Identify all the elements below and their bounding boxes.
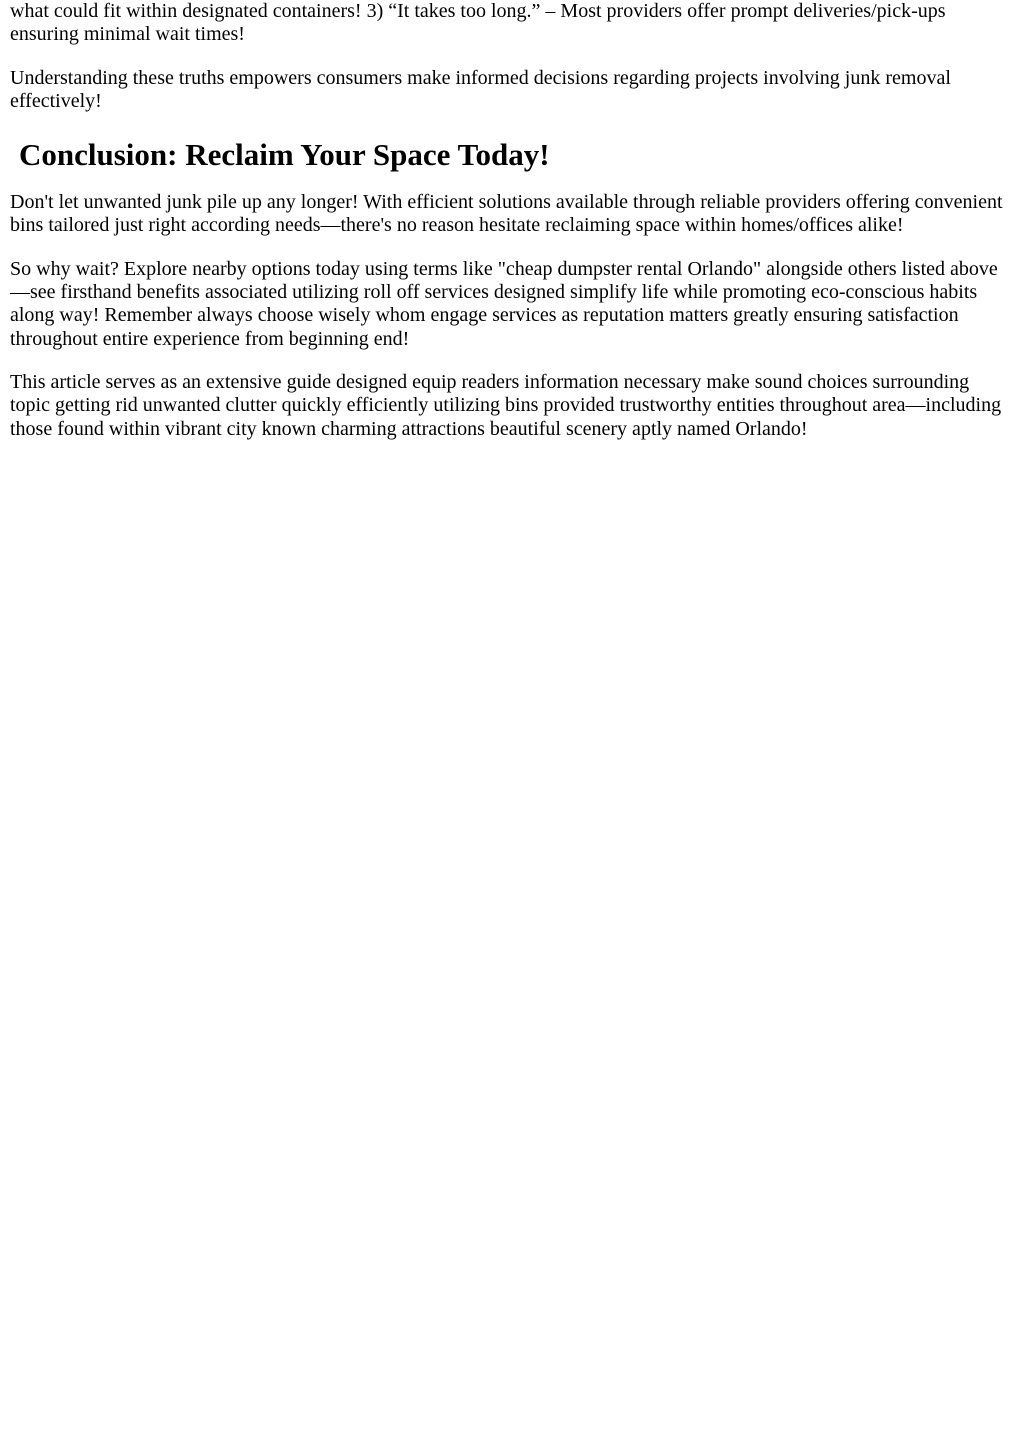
paragraph-dont-let: Don't let unwanted junk pile up any longer! With efficient solutions available through reliable providers offering convenient bins tailored just right according needs—there's no reason hesitate reclaiming space within homes/offices alike! [10, 191, 1003, 237]
paragraph-this-article: This article serves as an extensive guide designed equip readers information necessary make sound choices surrounding topic getting rid unwanted clutter quickly efficiently utilizing bins provided trustworthy entities throughout area—including those found within vibrant city known charming attractions beautiful scenery aptly named Orlando! [10, 370, 1002, 440]
paragraph-myths-continued: what could fit within designated containers! 3) “It takes too long.” – Most providers offer prompt deliveries/pick-ups ensuring minimal wait times! [10, 0, 946, 46]
paragraph-understanding: Understanding these truths empowers consumers make informed decisions regarding projects involving junk removal effectively! [10, 66, 951, 112]
paragraph-so-why-wait: So why wait? Explore nearby options today using terms like "cheap dumpster rental Orlando" alongside others listed above—see firsthand benefits associated utilizing roll off services designed simplify life while promoting eco-conscious habits along way! Remember always choose wisely whom engage services as reputation matters greatly ensuring satisfaction throughout entire experience from beginning end! [10, 257, 998, 350]
conclusion-heading: Conclusion: Reclaim Your Space Today! [19, 137, 550, 173]
article-content [10, 0, 1006, 461]
